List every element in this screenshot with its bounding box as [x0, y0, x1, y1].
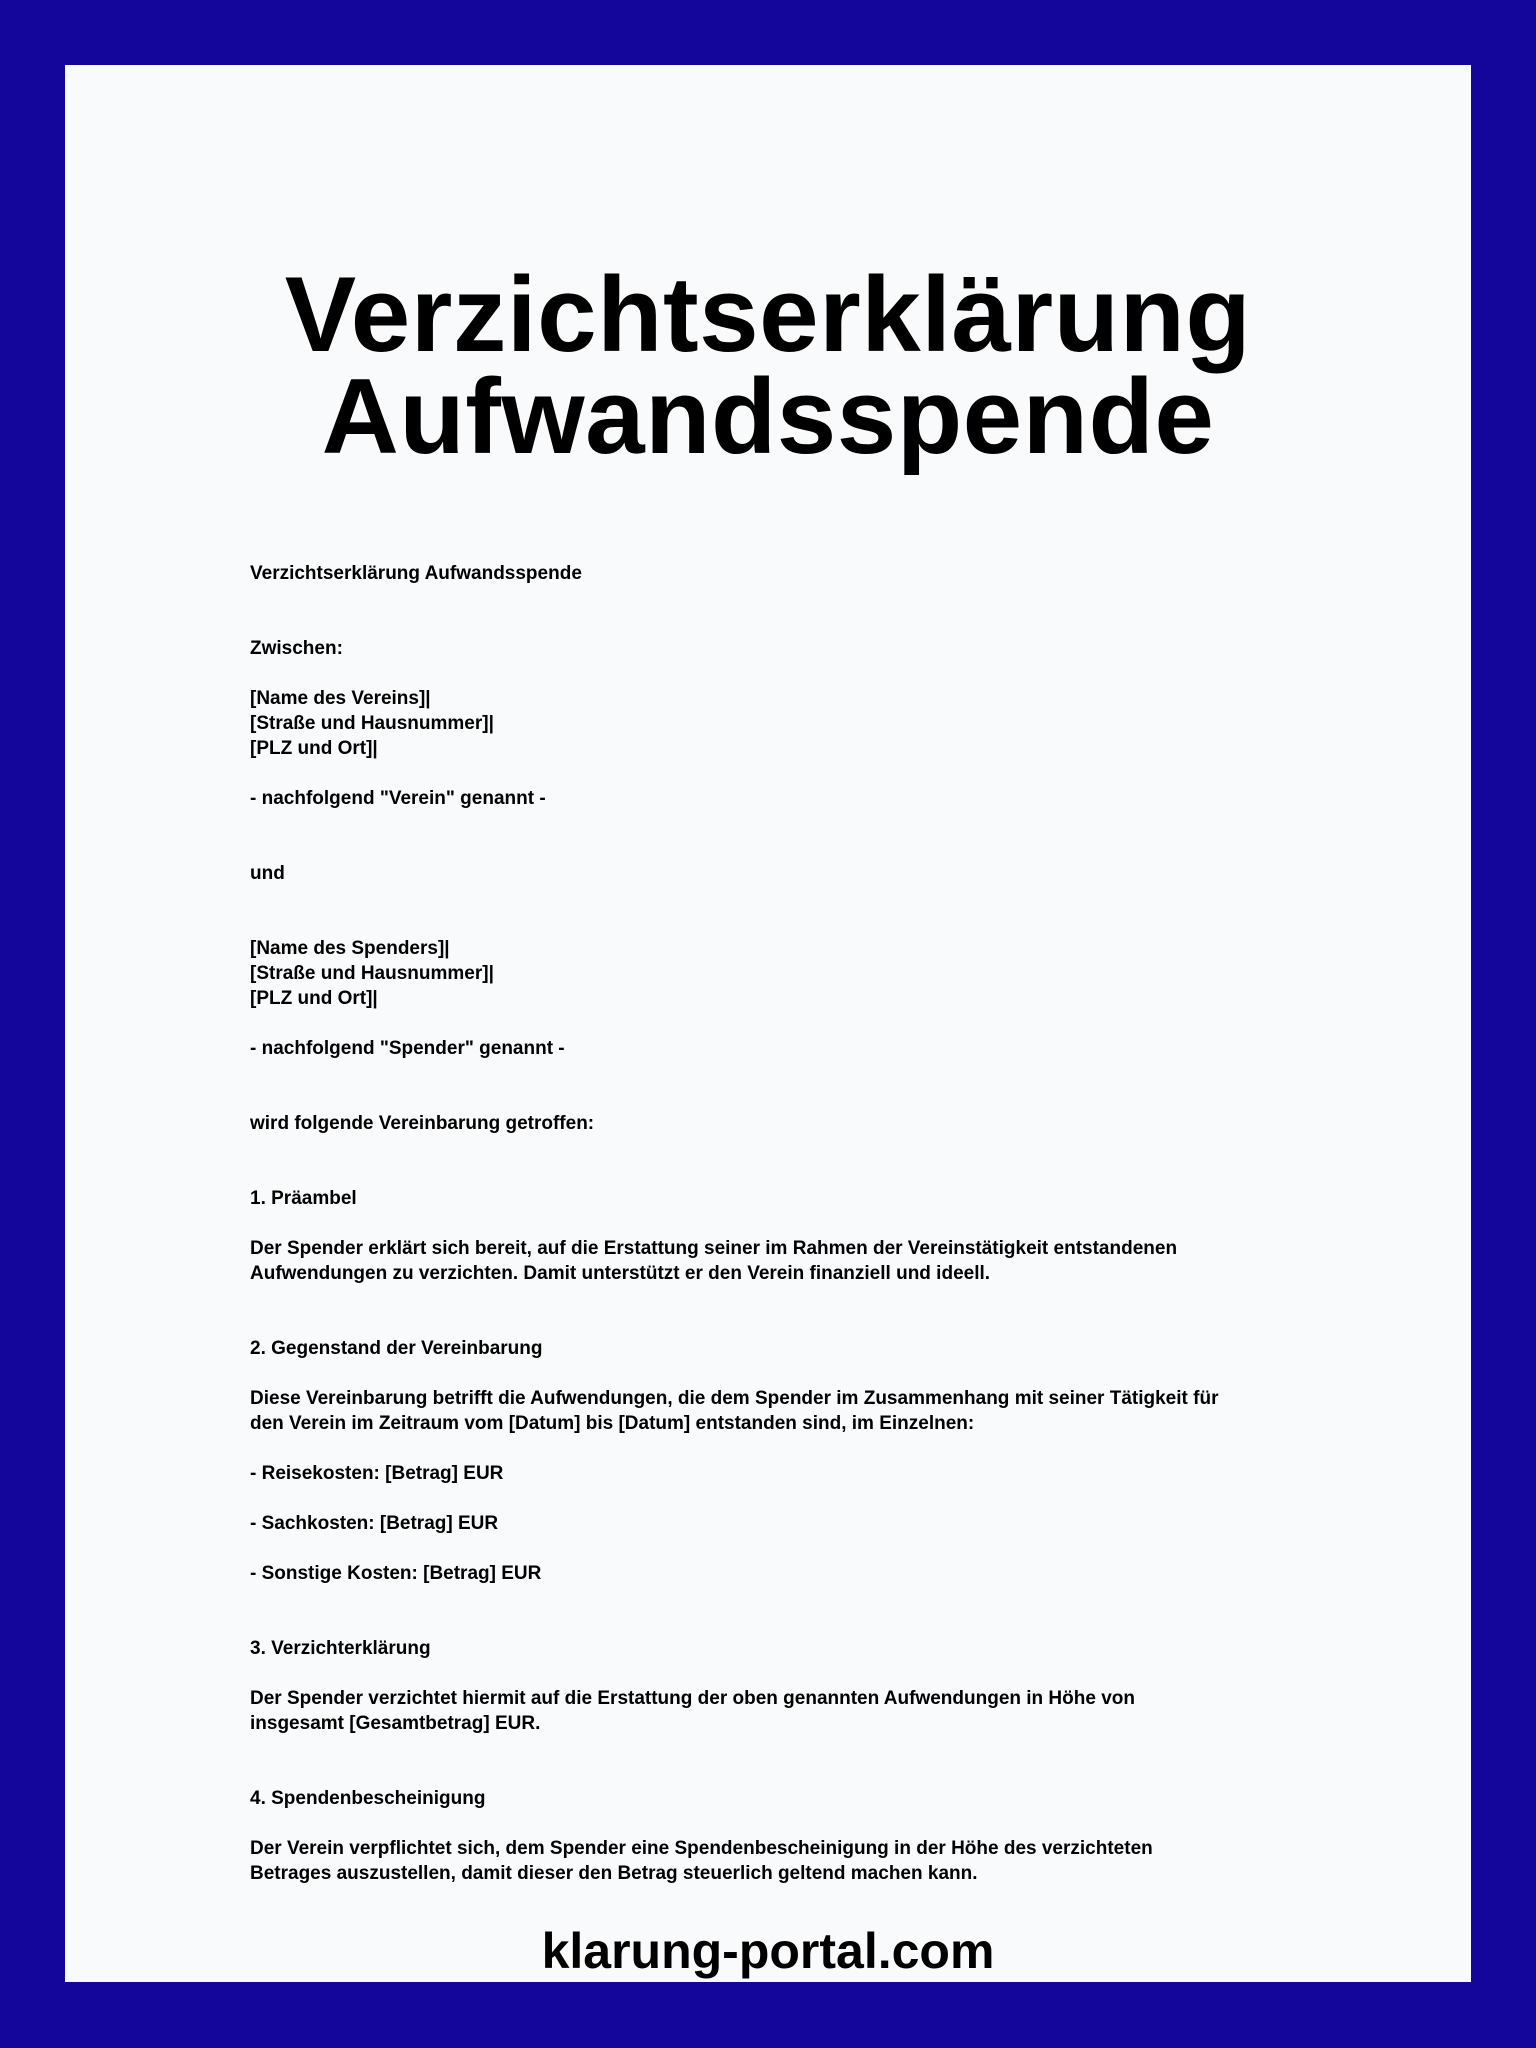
club-address-block: [250, 686, 1370, 761]
cost-item-travel: - Reisekosten: [Betrag] EUR: [250, 1463, 504, 1484]
section-donation-receipt: [250, 1786, 1370, 1886]
section-text-line: den Verein im Zeitraum vom [Datum] bis [Datum] entstanden sind, im Einzelnen:: [250, 1413, 975, 1434]
section-text-line: Der Spender erklärt sich bereit, auf die Erstattung seiner im Rahmen der Vereinstätigkeit entstandenen: [250, 1238, 1178, 1259]
donor-designation: - nachfolgend "Spender" genannt -: [250, 1038, 565, 1059]
club-name: [Name des Vereins]|: [250, 688, 431, 709]
agreement-intro: wird folgende Vereinbarung getroffen:: [250, 1113, 595, 1134]
section-text-line: Diese Vereinbarung betrifft die Aufwendungen, die dem Spender im Zusammenhang mit seiner Tätigkeit für: [250, 1388, 1219, 1409]
between-label: Zwischen:: [250, 638, 343, 659]
page-title-line-2: Aufwandsspende: [321, 356, 1215, 476]
club-city: [PLZ und Ort]|: [250, 738, 378, 759]
section-text-line: Betrages auszustellen, damit dieser den Betrag steuerlich geltend machen kann.: [250, 1863, 978, 1884]
section-subject: [250, 1336, 1370, 1586]
cost-item-other: - Sonstige Kosten: [Betrag] EUR: [250, 1563, 542, 1584]
section-heading: 3. Verzichterklärung: [250, 1638, 431, 1659]
document-page: [65, 65, 1471, 1982]
section-heading: 4. Spendenbescheinigung: [250, 1788, 486, 1809]
section-preamble: [250, 1186, 1370, 1286]
donor-name: [Name des Spenders]|: [250, 938, 450, 959]
document-body: [250, 561, 1370, 1886]
donor-street: [Straße und Hausnummer]|: [250, 963, 494, 984]
section-text-line: Der Spender verzichtet hiermit auf die Erstattung der oben genannten Aufwendungen in Höhe von: [250, 1688, 1135, 1709]
section-text-line: Aufwendungen zu verzichten. Damit unterstützt er den Verein finanziell und ideell.: [250, 1263, 991, 1284]
footer-site-name: klarung-portal.com: [541, 1923, 995, 1979]
cost-item-material: - Sachkosten: [Betrag] EUR: [250, 1513, 499, 1534]
donor-city: [PLZ und Ort]|: [250, 988, 378, 1009]
club-designation: - nachfolgend "Verein" genannt -: [250, 788, 546, 809]
section-text-line: insgesamt [Gesamtbetrag] EUR.: [250, 1713, 541, 1734]
section-heading: 1. Präambel: [250, 1188, 357, 1209]
page-title: [65, 254, 1471, 476]
club-street: [Straße und Hausnummer]|: [250, 713, 494, 734]
and-label: und: [250, 863, 285, 884]
donor-address-block: [250, 936, 1370, 1011]
page-title-line-1: Verzichtserklärung: [284, 254, 1252, 374]
section-text-line: Der Verein verpflichtet sich, dem Spender eine Spendenbescheinigung in der Höhe des verzichteten: [250, 1838, 1153, 1859]
section-heading: 2. Gegenstand der Vereinbarung: [250, 1338, 543, 1359]
section-waiver: [250, 1636, 1370, 1736]
document-heading: Verzichtserklärung Aufwandsspende: [250, 563, 582, 584]
